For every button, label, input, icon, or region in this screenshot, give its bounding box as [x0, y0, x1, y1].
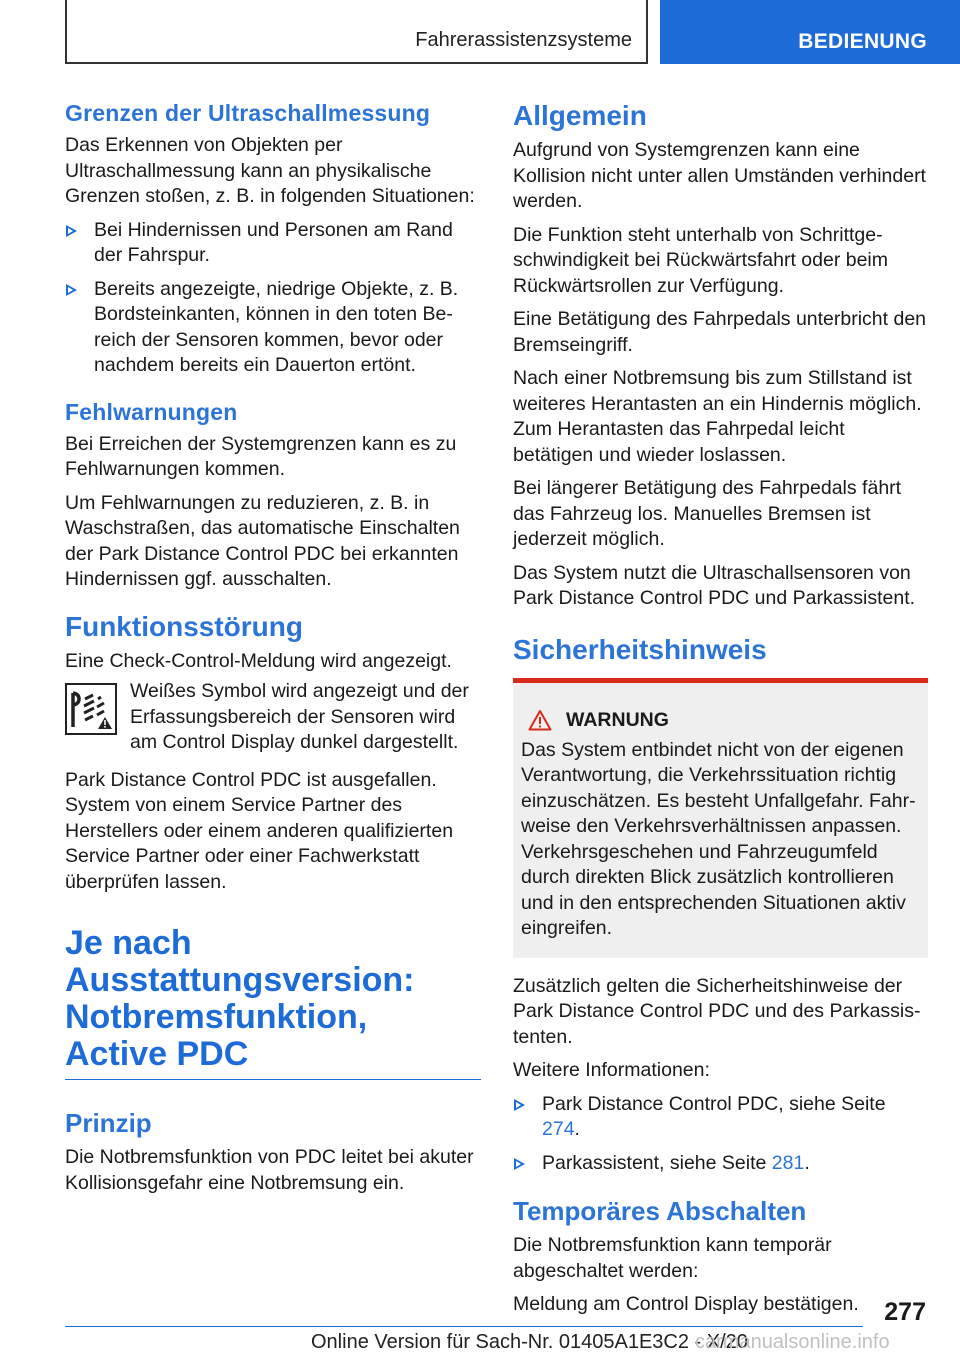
section-prinzip — [65, 1108, 481, 1196]
paragraph: Zusätzlich gelten die Sicherheitshinweise der Park Distance Control PDC und des Parkassistenten. — [513, 974, 921, 1048]
paragraph: Park Distance Control PDC ist ausgefallen. System von einem Service Partner des Herstellers oder einem anderen qualifizierten Service Partner oder einer Fachwerkstatt überprüfen lassen. — [65, 768, 454, 893]
paragraph: Das System nutzt die Ultraschallsensoren von Park Distance Control PDC und Parkassistent. — [513, 561, 916, 609]
chapter-heading: Je nach Ausstattungsversion: Notbremsfunktion, Active PDC — [65, 925, 481, 1080]
page-link-281[interactable]: 281 — [771, 1151, 805, 1174]
list-item: Bei Hindernissen und Personen am Rand der Fahrspur. — [65, 218, 481, 269]
list-item: Bereits angezeigte, niedrige Objekte, z. B. Bordsteinkanten, können in den toten Bereich der Sensoren kommen, bevor oder nachdem bereits ein Dauerton ertönt. — [65, 277, 481, 379]
paragraph: Eine Betätigung des Fahrpedals unterbricht den Bremseingriff. — [513, 308, 927, 356]
list-item: Park Distance Control PDC, siehe Seite 274. — [513, 1092, 928, 1143]
header-tab[interactable] — [660, 0, 960, 64]
paragraph: Meldung am Control Display bestätigen. — [513, 1293, 859, 1315]
paragraph: Nach einer Notbremsung bis zum Stillstand ist weiteres Herantasten an ein Hindernis möglich. Zum Herantasten das Fahrpedal leicht betätigen und wieder loslassen. — [513, 367, 922, 466]
heading-fehlwarnungen: Fehlwarnungen — [65, 398, 238, 425]
paragraph: Weitere Informationen: — [513, 1059, 710, 1081]
paragraph: Aufgrund von Systemgrenzen kann eine Kollision nicht unter allen Umständen verhindert werden. — [513, 139, 926, 212]
left-column — [65, 100, 481, 1204]
right-column — [513, 100, 928, 1326]
warning-text: Das System entbindet nicht von der eigenen Verantwortung, die Verkehrssituation richtig einzuschätzen. Es besteht Unfallgefahr. Fahrweise den Verkehrsverhältnissen anpassen. Verkehrsgeschehen und Fahrzeugumfeld durch direkten Blick zusätzlich kontrollieren und in den entsprechenden Situationen aktiv eingreifen. — [521, 738, 916, 939]
header-section-box — [65, 0, 648, 64]
heading-sicherheitshinweis: Sicherheitshinweis — [513, 633, 767, 665]
icon-description: Weißes Symbol wird angezeigt und der Erfassungsbereich der Sensoren wird am Control Display dunkel dargestellt. — [130, 680, 469, 753]
warning-triangle-icon — [528, 709, 552, 731]
paragraph: Bei längerer Betätigung des Fahrpedals fährt das Fahrzeug los. Manuelles Bremsen ist jederzeit möglich. — [513, 477, 902, 550]
bullet-list — [65, 218, 481, 379]
section-notbremsfunktion — [65, 925, 481, 1080]
header-section-title: Fahrerassistenzsysteme — [415, 29, 632, 51]
section-temporaeres-abschalten — [513, 1196, 928, 1318]
bullet-list — [513, 1092, 928, 1177]
warning-title: WARNUNG — [521, 709, 920, 732]
section-allgemein — [513, 100, 928, 612]
pdc-sensor-failure-icon — [65, 683, 117, 735]
triangle-bullet-icon — [66, 284, 77, 296]
triangle-bullet-icon — [66, 225, 77, 237]
paragraph: Um Fehlwarnungen zu reduzieren, z. B. in Waschstraßen, das automatische Einschalten der Park Distance Control PDC bei erkannten Hindernissen ggf. ausschalten. — [65, 491, 460, 590]
section-sicherheitshinweis — [513, 634, 928, 1177]
paragraph: Bei Erreichen der Systemgrenzen kann es zu Fehlwarnungen kommen. — [65, 432, 457, 480]
watermark: carmanualsonline.info — [695, 1331, 890, 1353]
warning-box — [513, 678, 928, 958]
heading-grenzen: Grenzen der Ultraschallmessung — [65, 100, 431, 126]
heading-temporaeres-abschalten: Temporäres Abschalten — [513, 1196, 807, 1226]
page-link-274[interactable]: 274 — [542, 1118, 575, 1140]
online-version-text: Online Version für Sach-Nr. 01405A1E3C2 - X/20 — [311, 1331, 748, 1353]
list-item: Parkassistent, siehe Seite 281. — [513, 1151, 928, 1177]
paragraph: Die Notbremsfunktion von PDC leitet bei akuter Kollisionsgefahr eine Notbremsung ein. — [65, 1146, 474, 1194]
heading-allgemein: Allgemein — [513, 100, 647, 131]
section-grenzen — [65, 100, 481, 379]
heading-funktionsstoerung: Funktionsstörung — [65, 610, 303, 642]
footer-divider — [65, 1326, 863, 1327]
heading-prinzip: Prinzip — [65, 1108, 152, 1138]
icon-row — [65, 679, 481, 756]
header-tab-label: BEDIENUNG — [798, 30, 927, 53]
section-fehlwarnungen — [65, 399, 481, 593]
paragraph: Die Funktion steht unterhalb von Schrittgeschwindigkeit bei Rückwärtsfahrt oder beim Rückwärtsrollen zur Verfügung. — [513, 223, 888, 297]
page-number: 277 — [884, 1298, 926, 1326]
paragraph: Die Notbremsfunktion kann temporär abgeschaltet werden: — [513, 1234, 832, 1282]
section-funktionsstoerung — [65, 611, 481, 896]
triangle-bullet-icon — [514, 1158, 525, 1170]
triangle-bullet-icon — [514, 1099, 525, 1111]
paragraph: Eine Check-Control-Meldung wird angezeigt. — [65, 649, 452, 672]
paragraph: Das Erkennen von Objekten per Ultraschallmessung kann an physikalische Grenzen stoßen, z. B. in folgenden Situationen: — [65, 134, 475, 207]
